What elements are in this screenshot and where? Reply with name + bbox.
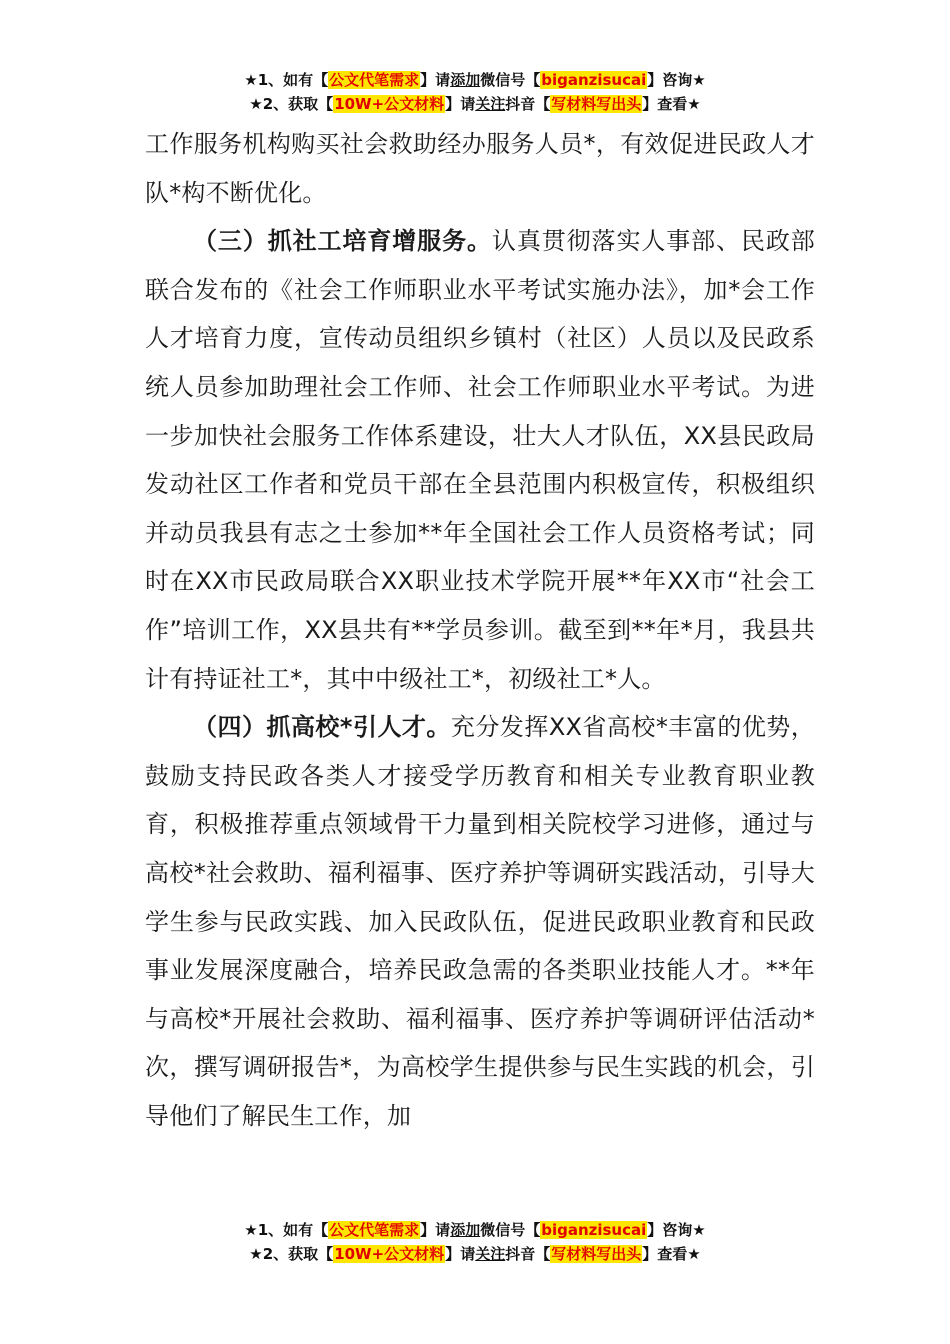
banner-line-2 <box>0 1242 950 1266</box>
banner-text: 抖音【 <box>505 95 551 113</box>
document-body <box>145 120 815 1140</box>
highlight-douyin-name: 写材料写出头 <box>551 1245 642 1263</box>
banner-line-2 <box>0 92 950 116</box>
highlight-wechat-id: biganzisucai <box>541 71 647 89</box>
banner-text: ★1、如有【 <box>244 71 329 89</box>
banner-text: 微信号【 <box>480 71 541 89</box>
banner-text: 】咨询★ <box>647 71 706 89</box>
banner-text: 】请 <box>420 71 451 89</box>
highlight-materials: 10W+公文材料 <box>334 95 445 113</box>
underlined-add: 添加 <box>450 71 481 89</box>
banner-text: 】咨询★ <box>647 1221 706 1239</box>
paragraph-continuation <box>145 120 815 217</box>
highlight-materials: 10W+公文材料 <box>334 1245 445 1263</box>
underlined-add: 添加 <box>450 1221 481 1239</box>
paragraph-text: 工作服务机构购买社会救助经办服务人员*，有效促进民政人才队*构不断优化。 <box>145 130 815 207</box>
banner-text: ★1、如有【 <box>244 1221 329 1239</box>
underlined-follow: 关注 <box>475 95 506 113</box>
paragraph-section-4 <box>145 703 815 1140</box>
banner-text: ★2、获取【 <box>249 95 334 113</box>
banner-line-1 <box>0 1218 950 1242</box>
banner-text: 抖音【 <box>505 1245 551 1263</box>
banner-text: ★2、获取【 <box>249 1245 334 1263</box>
underlined-follow: 关注 <box>475 1245 506 1263</box>
highlight-douyin-name: 写材料写出头 <box>551 95 642 113</box>
banner-text: 】请 <box>420 1221 451 1239</box>
section-heading: （四）抓高校*引人才。 <box>193 713 451 742</box>
highlight-ghostwriting: 公文代笔需求 <box>329 1221 420 1239</box>
highlight-ghostwriting: 公文代笔需求 <box>329 71 420 89</box>
banner-text: 微信号【 <box>480 1221 541 1239</box>
highlight-wechat-id: biganzisucai <box>541 1221 647 1239</box>
banner-line-1 <box>0 68 950 92</box>
paragraph-text: 充分发挥XX省高校*丰富的优势，鼓励支持民政各类人才接受学历教育和相关专业教育职业教育，积极推荐重点领域骨干力量到相关院校学习进修，通过与高校*社会救助、福利福事、医疗养护等调研实践活动，引导大学生参与民政实践、加入民政队伍，促进民政职业教育和民政事业发展深度融合，培养民政急需的各类职业技能人才。**年与高校*开展社会救助、福利福事、医疗养护等调研评估活动*次，撰写调研报告*，为高校学生提供参与民生实践的机会，引导他们了解民生工作，加 <box>145 713 815 1130</box>
banner-text: 】查看★ <box>642 1245 701 1263</box>
bottom-banner <box>0 1218 950 1266</box>
paragraph-text: 认真贯彻落实人事部、民政部联合发布的《社会工作师职业水平考试实施办法》，加*会工作人才培育力度，宣传动员组织乡镇村（社区）人员以及民政系统人员参加助理社会工作师、社会工作师职业水平考试。为进一步加快社会服务工作体系建设，壮大人才队伍，XX县民政局发动社区工作者和党员干部在全县范围内积极宣传，积极组织并动员我县有志之士参加**年全国社会工作人员资格考试；同时在XX市民政局联合XX职业技术学院开展**年XX市“社会工作”培训工作，XX县共有**学员参训。截至到**年*月，我县共计有持证社工*，其中中级社工*，初级社工*人。 <box>145 227 815 693</box>
paragraph-section-3 <box>145 217 815 703</box>
banner-text: 】请 <box>445 1245 476 1263</box>
banner-text: 】查看★ <box>642 95 701 113</box>
banner-text: 】请 <box>445 95 476 113</box>
section-heading: （三）抓社工培育增服务。 <box>193 227 492 256</box>
top-banner <box>0 68 950 116</box>
